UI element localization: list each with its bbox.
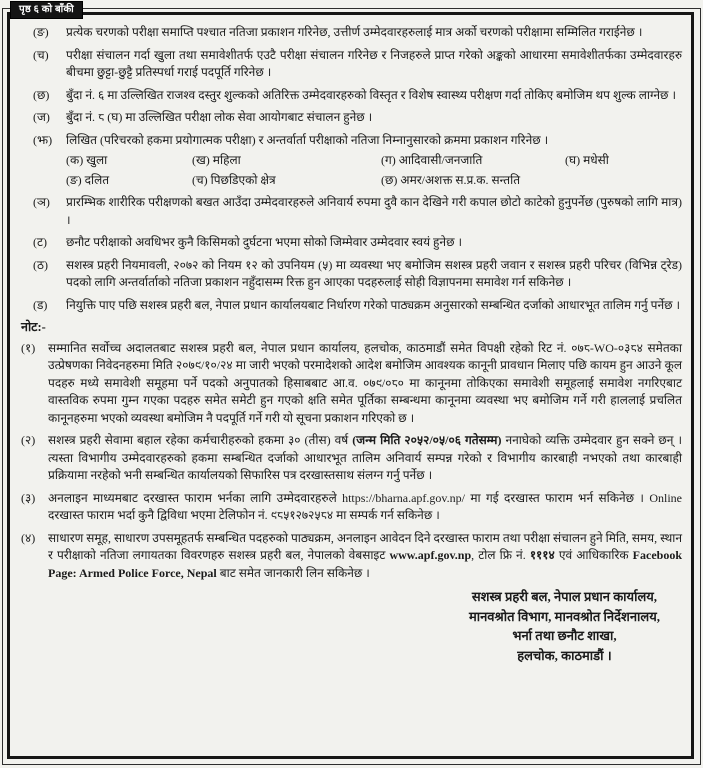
note-text-segment: मा गई दरखास्त फाराम भर्न सकिनेछ । Online दरखास्त फाराम भर्दा कुनै द्विविधा भएमा टेलिफोन नं. [48,490,682,522]
note-list [21,340,682,583]
clause-item-jha [33,132,682,190]
clause-text: बुँदा नं. ६ मा उल्लिखित राजश्व दस्तुर शुल्कको अतिरिक्त उम्मेदवारहरुको विस्तृत र विशेष स्वास्थ्य परीक्षण गर्दा तोकिए बमोजिम थप शुल्क लाग्नेछ । [66,87,676,102]
tollfree-number: १११४ [529,548,555,562]
result-order-grid [66,152,682,189]
page-continuation-tag: पृष्ठ ६ को बाँकी [10,1,83,19]
signature-line-org: सशस्त्र प्रहरी बल, नेपाल प्रधान कार्यालय, [471,589,658,604]
note-text-segment: मा सम्पर्क गर्न सकिनेछ । [333,508,440,522]
clause-label: (ट) [33,235,48,249]
clause-item-da [33,297,682,315]
clause-text: प्रत्येक चरणको परीक्षा समाप्ति पश्चात नतिजा प्रकाशन गरिनेछ, उत्तीर्ण उम्मेदवारहरुलाई मात्र अर्को चरणको परीक्षामा सम्मिलित गराईनेछ । [66,25,643,39]
signature-line-location: हलचोक, काठमाडौं । [517,647,612,663]
result-order-item-mahila: (ख) महिला [192,153,241,167]
clause-label: (ठ) [33,257,48,272]
clause-item-cha [33,47,682,82]
note-text [48,490,682,525]
clause-item-tha [33,257,682,292]
signature-line-branch: भर्ना तथा छनौट शाखा, [512,628,617,643]
note-text-segment: साधारण समूह, साधारण उपसमूहतर्फ सम्बन्धित पदहरुको पाठ्यक्रम, अनलाइन आवेदन दिने दरखास्त फाराम तथा परीक्षा संचालन हुने मिति, समय, स्थान र परीक्षाको नतिजा लगायतका विवरणहरु सशस्त्र प्रहरी बल, नेपालको वेबसाइट [48,530,682,562]
clause-item-nya [33,194,682,229]
note-text: सम्मानित सर्वोच्च अदालतबाट सशस्त्र प्रहरी बल, नेपाल प्रधान कार्यालय, हलचोक, काठमाडौं समेत विपक्षी रहेको रिट नं. ०७८-WO-०३८४ समेतका उत्प्रेषणका निवेदनहरुमा मिति २०७९/१०/२४ मा जारी भएको परमादेशको आदेश बमोजिम आवश्यक कानूनी प्रावधान मिलाए पछि कायम हुन आउने कूल पदहरु मध्ये समावेशी समूहमा पर्ने पदको अनुपातको हिसाबबाट आ.व. ०७९/०८० मा कानूनमा तोकिएका समावेशी समूहलाई समावेश नगरिएबाट वास्तविक रुपमा गुम्न गएका पदहरु समेत समेटी हुन गएको क्षति समेत पूर्तिका सम्बन्धमा कानूनमा व्यवस्था भए बमोजिम गर्ने गरी हाललाई प्रचलित कानूनहरुमा भएको व्यवस्था बमोजिम नै पदपूर्ति गर्ने गरी यो सूचना प्रकाशन गरिएको छ । [48,340,682,425]
clause-item-chha [33,87,682,105]
clause-text: परीक्षा संचालन गर्दा खुला तथा समावेशीतर्फ एउटै परीक्षा संचालन गरिनेछ र निजहरुले प्राप्त गरेको अङ्कको आधारमा समावेशीतर्फका उम्मेदवारहरु बीचमा छुट्टा-छुट्टै प्रतिस्पर्धा गराई पदपूर्ति गरिनेछ । [66,47,682,79]
clause-list [33,24,682,314]
note-label: (१) [21,340,36,355]
signature-block [469,587,660,665]
result-order-item-pichhadiyeko: (च) पिछडिएको क्षेत्र [192,172,276,187]
notice-document-frame [7,12,694,759]
result-order-item-adibasi: (ग) आदिवासी/जनजाति [381,153,483,167]
clause-label: (छ) [33,87,50,102]
note-label: (४) [21,530,36,545]
clause-label: (ज) [33,110,50,124]
note-item-1 [21,340,682,428]
clause-label: (ङ) [33,25,49,39]
clause-item-nga [33,24,682,42]
note-item-4 [21,530,682,583]
application-url: https://bharna.apf.gov.np/ [342,490,465,505]
clause-text [66,132,682,190]
clause-text: नियुक्ति पाए पछि सशस्त्र प्रहरी बल, नेपाल प्रधान कार्यालयबाट निर्धारण गरेको पाठ्यक्रम अनुसारको सम्बन्धित दर्जाको आधारभूत तालिम गर्नु पर्नेछ । [66,297,681,312]
website-url: www.apf.gov.np [389,548,472,562]
signature-line-dept: मानवश्रोत विभाग, मानवश्रोत निर्देशनालय, [468,608,660,624]
note-item-2 [21,432,682,485]
note-heading: नोट:- [21,320,46,334]
notice-content [10,15,691,756]
clause-text: बुँदा नं. ८ (घ) मा उल्लिखित परीक्षा लोक सेवा आयोगबाट संचालन हुनेछ । [66,110,373,124]
clause-label: (ड) [33,297,48,312]
clause-text: छनौट परीक्षाको अवधिभर कुनै किसिमको दुर्घटना भएमा सोको जिम्मेवार उम्मेदवार स्वयं हुनेछ । [66,235,463,249]
result-order-item-khula: (क) खुला [66,153,108,167]
note-label: (२) [21,433,36,447]
note-text-segment: एवं आधिकारिक [554,548,633,562]
clause-label: (झ) [33,132,53,147]
result-order-item-dalit: (ङ) दलित [66,172,110,187]
clause-item-ja [33,109,682,127]
note-text [48,432,682,485]
clause-text-line: लिखित (परिचरको हकमा प्रयोगात्मक परीक्षा) र अन्तर्वार्ता परीक्षाको नतिजा निम्नानुसारको क्रममा प्रकाशन गरिनेछ । [66,132,549,147]
clause-label: (च) [33,47,49,62]
note-text-segment: अनलाइन माध्यमबाट दरखास्त फाराम भर्नका लागि उम्मेदवारहरुले [48,490,343,505]
result-order-item-madhesi: (घ) मधेसी [565,153,609,167]
clause-text: प्रारम्भिक शारीरिक परीक्षणको बखत आउँदा उम्मेदवारहरुले अनिवार्य रुपमा दुवै कान देखिने गरी कपाल छोटो काटेको हुनुपर्नेछ (पुरुषको लागि मात्र) । [66,195,682,227]
clause-text: सशस्त्र प्रहरी नियमावली, २०७२ को नियम १२ को उपनियम (५) मा व्यवस्था भए बमोजिम सशस्त्र प्रहरी जवान र सशस्त्र प्रहरी परिचर (विभिन्न ट्रेड) पदको लागि अन्तर्वार्ताको नतिजा प्रकाशन नहुँदासम्म रिक्त हुन आएका पदहरुलाई सोही विज्ञापनमा समावेश गर्न सकिनेछ । [66,257,682,289]
note-item-3 [21,490,682,525]
note-text-segment: , टोल फ्रि नं. [471,548,530,562]
birthdate-limit-bold: (जन्म मिति २०५२/०५/०६ गतेसम्म) [352,433,502,447]
note-label: (३) [21,490,36,505]
result-order-item-santati: (छ) अमर/अशक्त स.प्र.क. सन्तति [381,172,521,187]
note-text-segment: सशस्त्र प्रहरी सेवामा बहाल रहेका कर्मचारीहरुको हकमा ३० (तीस) वर्ष [48,433,353,447]
helpline-phone-number: ९८५१२७२५८४ [270,508,334,522]
note-text-segment: बाट समेत जानकारी लिन सकिनेछ । [216,565,370,580]
note-text [48,530,682,583]
note-text-segment: ननाघेको व्यक्ति उम्मेदवार हुन सक्ने छन् । त्यस्ता विभागीय उम्मेदवारहरुको हकमा सम्बन्धित दर्जाको आधारभूत तालिम अनिवार्य सम्पन्न गरेको र विभागीय कारबाही नभएको तथा कारबाही प्रक्रियामा नरहेको भनी सम्बन्धित कार्यालयको सिफारिस पत्र दरखास्तसाथ संलग्न गर्नु पर्नेछ । [48,433,682,482]
facebook-page-name: Facebook Page: Armed Police Force, Nepal [48,548,682,580]
clause-item-ta [33,234,682,252]
clause-label: (ञ) [33,195,50,209]
